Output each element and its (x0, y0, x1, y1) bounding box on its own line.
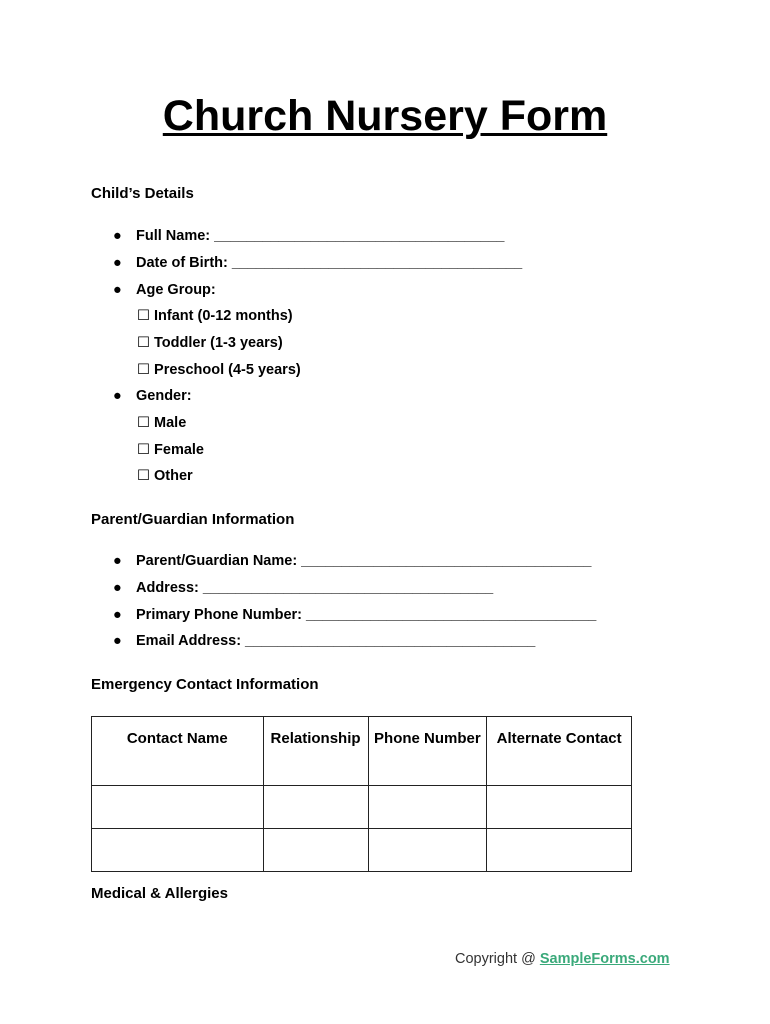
gender-field (113, 388, 192, 404)
table-cell[interactable] (263, 786, 368, 829)
bullet-icon: ● (113, 388, 122, 404)
table-header-row (92, 717, 632, 786)
full-name-label: Full Name: ____________________________________ (136, 228, 505, 244)
medical-allergies-heading: Medical & Allergies (91, 885, 228, 902)
bullet-icon: ● (113, 255, 122, 271)
table-row (92, 829, 632, 872)
emergency-contact-heading: Emergency Contact Information (91, 676, 319, 693)
parent-guardian-heading: Parent/Guardian Information (91, 511, 295, 528)
table-cell[interactable] (487, 786, 632, 829)
date-of-birth-label: Date of Birth: ____________________________________ (136, 255, 523, 271)
table-row (92, 786, 632, 829)
table-cell[interactable] (368, 786, 487, 829)
site-link[interactable]: SampleForms.com (539, 951, 670, 967)
column-header-phone-number: Phone Number (368, 717, 487, 786)
bullet-icon: ● (113, 228, 122, 244)
gender-option-female[interactable]: ☐ Female (137, 442, 204, 458)
column-header-alternate-contact: Alternate Contact (487, 717, 632, 786)
parent-name-label: Parent/Guardian Name: ____________________________________ (136, 553, 592, 569)
copyright-footer (455, 951, 670, 967)
form-title: Church Nursery Form (162, 92, 608, 140)
gender-label: Gender: (136, 388, 192, 404)
address-field[interactable] (113, 580, 493, 596)
bullet-icon: ● (113, 580, 122, 596)
age-option-preschool[interactable]: ☐ Preschool (4-5 years) (137, 362, 301, 378)
primary-phone-label: Primary Phone Number: ____________________________________ (136, 607, 597, 623)
address-label: Address: ____________________________________ (136, 580, 494, 596)
gender-option-male[interactable]: ☐ Male (137, 415, 187, 431)
age-option-infant[interactable]: ☐ Infant (0-12 months) (137, 308, 293, 324)
date-of-birth-field[interactable] (113, 255, 522, 271)
table-cell[interactable] (92, 829, 264, 872)
table-cell[interactable] (487, 829, 632, 872)
column-header-relationship: Relationship (263, 717, 368, 786)
emergency-contact-table (91, 716, 632, 872)
age-group-label: Age Group: (136, 282, 216, 298)
age-group-field (113, 282, 216, 298)
bullet-icon: ● (113, 607, 122, 623)
table-cell[interactable] (368, 829, 487, 872)
full-name-field[interactable] (113, 228, 504, 244)
bullet-icon: ● (113, 282, 122, 298)
bullet-icon: ● (113, 633, 122, 649)
age-option-toddler[interactable]: ☐ Toddler (1-3 years) (137, 335, 283, 351)
childs-details-heading: Child’s Details (91, 185, 194, 202)
bullet-icon: ● (113, 553, 122, 569)
primary-phone-field[interactable] (113, 607, 596, 623)
parent-name-field[interactable] (113, 553, 592, 569)
column-header-contact-name: Contact Name (92, 717, 264, 786)
email-address-field[interactable] (113, 633, 535, 649)
copyright-prefix: Copyright @ (455, 951, 540, 967)
email-address-label: Email Address: ____________________________________ (136, 633, 536, 649)
table-cell[interactable] (92, 786, 264, 829)
gender-option-other[interactable]: ☐ Other (137, 468, 193, 484)
table-cell[interactable] (263, 829, 368, 872)
